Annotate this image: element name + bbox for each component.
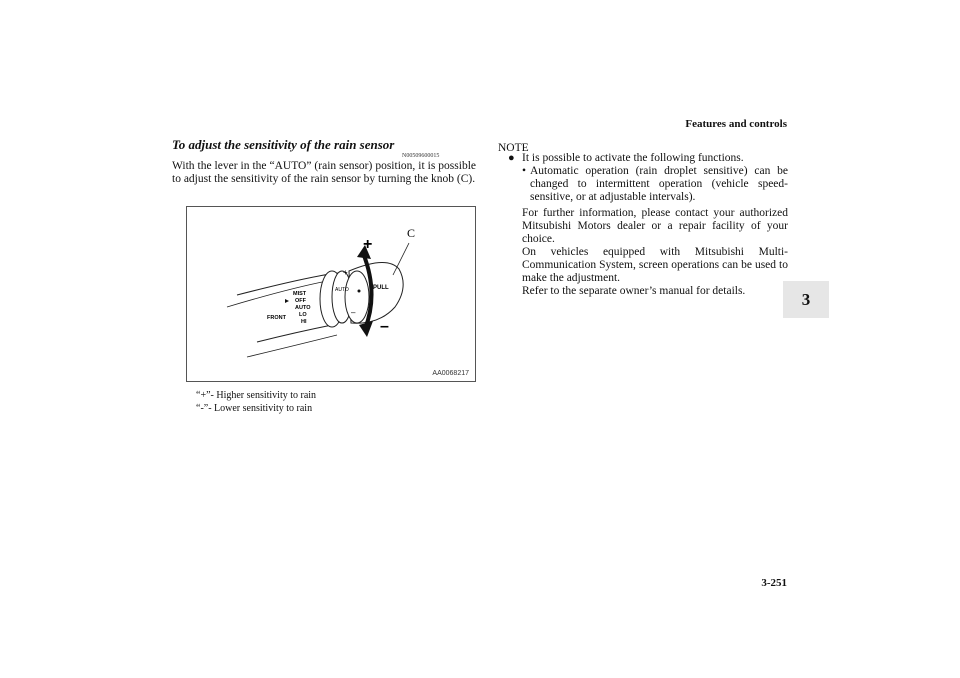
wiper-lever-illustration <box>187 207 475 381</box>
note-bullet <box>508 152 788 165</box>
pull-label: PULL <box>373 285 389 291</box>
auto-label: AUTO <box>295 305 311 311</box>
legend-minus: “-”- Lower sensitivity to rain <box>196 403 313 414</box>
minus-sign: – <box>380 318 389 335</box>
chapter-tab: 3 <box>783 281 829 318</box>
section-header: Features and controls <box>685 118 787 130</box>
knob-plus-mark: + <box>343 268 348 277</box>
section-title: To adjust the sensitivity of the rain sensor <box>172 137 395 152</box>
note-block <box>508 152 788 298</box>
legend <box>196 389 316 415</box>
note-sub-item <box>508 165 788 204</box>
hi-label: HI <box>301 319 307 325</box>
wiper-lever-figure <box>186 206 476 382</box>
page-number: 3-251 <box>761 577 787 589</box>
intro-paragraph: With the lever in the “AUTO” (rain sensor) position, it is possible to adjust the sensitivity of the rain sensor by turning the knob (C). <box>172 160 476 185</box>
plus-sign: + <box>363 236 373 253</box>
front-label: FRONT <box>267 315 286 321</box>
legend-plus: “+”- Higher sensitivity to rain <box>196 390 317 401</box>
note-para-refer: Refer to the separate owner’s manual for details. <box>522 285 746 297</box>
knob-minus-mark: – <box>351 308 356 317</box>
knob-auto-label: AUTO <box>335 287 349 293</box>
callout-c: C <box>407 226 416 240</box>
off-label: OFF <box>295 298 306 304</box>
note-label: NOTE <box>498 142 529 154</box>
sub-item-text: Automatic operation (rain droplet sensitive) can be changed to intermittent operation (vehicle speed-sensitive, or at adjustable intervals). <box>530 165 788 203</box>
lo-label: LO <box>299 312 307 318</box>
mist-label: MIST <box>293 291 307 297</box>
bullet-text: It is possible to activate the following functions. <box>522 152 744 164</box>
reference-code: N00509600015 <box>402 153 440 159</box>
note-para-dealer: For further information, please contact your authorized Mitsubishi Motors dealer or a repair facility of your choice. <box>522 207 788 245</box>
bullet-symbol: ● <box>508 152 515 164</box>
sub-bullet-symbol: • <box>522 165 527 177</box>
figure-code: AA0068217 <box>432 370 469 377</box>
note-para-mmcs: On vehicles equipped with Mitsubishi Multi-Communication System, screen operations can be used to make the adjustment. <box>522 246 788 284</box>
